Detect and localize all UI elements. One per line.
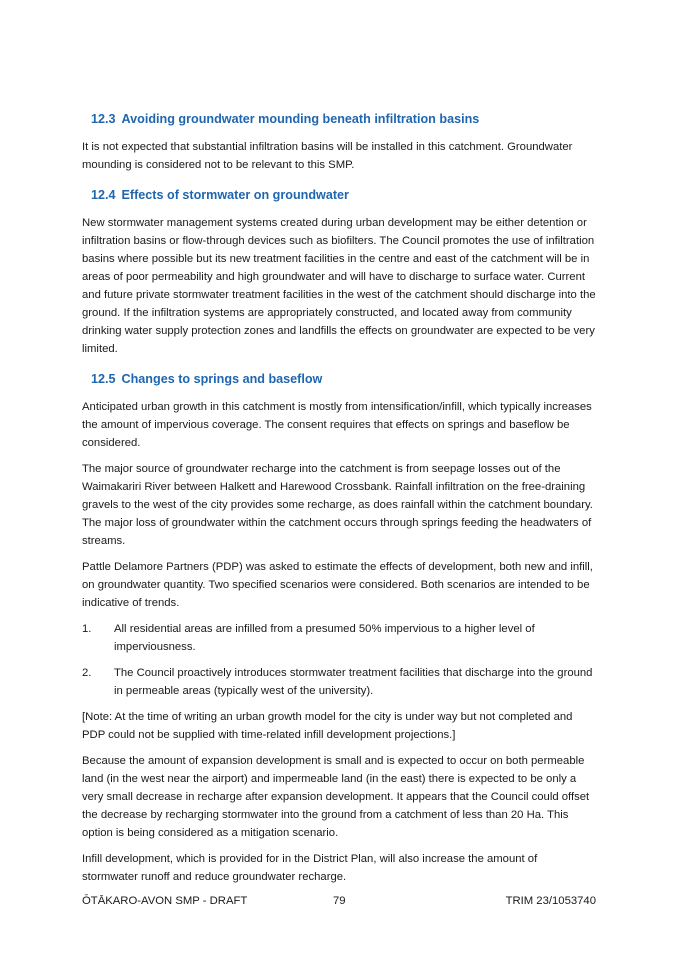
footer-trim-reference: TRIM 23/1053740 xyxy=(505,895,596,907)
section-12-4 xyxy=(82,186,596,358)
section-heading xyxy=(91,110,596,128)
section-12-3 xyxy=(82,110,596,174)
list-marker: 1. xyxy=(82,623,92,635)
section-number: 12.4 xyxy=(91,188,116,202)
footer-page-number: 79 xyxy=(333,895,346,907)
paragraph: Anticipated urban growth in this catchment is mostly from intensification/infill, which typically increases the amount of impervious coverage. The consent requires that effects on springs and baseflow be considered. xyxy=(82,401,592,449)
section-title: Changes to springs and baseflow xyxy=(121,372,323,386)
scenario-list xyxy=(82,620,596,700)
paragraph: New stormwater management systems created during urban development may be either detention or infiltration basins or flow-through devices such as biofilters. The Council promotes the use of infiltration basins where possible but its new treatment facilities in the centre and east of the catchment will be in areas of poor permeability and high groundwater and will have to discharge to surface water. Current and future private stormwater treatment facilities in the west of the catchment should discharge into the ground. If the infiltration systems are appropriately constructed, and located away from community drinking water supply protection zones and landfills the effects on groundwater are expected to be very limited. xyxy=(82,217,596,355)
paragraph: The major source of groundwater recharge into the catchment is from seepage losses out of the Waimakariri River between Halkett and Harewood Crossbank. Rainfall infiltration on the free-draining gravels to the west of the city provides some recharge, as does rainfall within the catchment boundary. The major loss of groundwater within the catchment occurs through springs feeding the headwaters of streams. xyxy=(82,463,593,547)
paragraph: Because the amount of expansion development is small and is expected to occur on both permeable land (in the west near the airport) and impermeable land (in the east) there is expected to be only a very small decrease in recharge after expansion development. It appears that the Council could offset the decrease by recharging stormwater into the ground from a catchment of less than 20 Ha. This option is being considered as a mitigation scenario. xyxy=(82,755,590,839)
page-body xyxy=(82,110,596,894)
list-marker: 2. xyxy=(82,667,92,679)
section-heading xyxy=(91,186,596,204)
paragraph: Infill development, which is provided for in the District Plan, will also increase the amount of stormwater runoff and reduce groundwater recharge. xyxy=(82,853,538,883)
section-title: Effects of stormwater on groundwater xyxy=(121,188,349,202)
section-title: Avoiding groundwater mounding beneath infiltration basins xyxy=(121,112,480,126)
section-12-5 xyxy=(82,370,596,886)
footer-document-title: ŌTĀKARO-AVON SMP - DRAFT xyxy=(82,895,248,907)
paragraph: Pattle Delamore Partners (PDP) was asked to estimate the effects of development, both new and infill, on groundwater quantity. Two specified scenarios were considered. Both scenarios are intended to be indicative of trends. xyxy=(82,561,593,609)
paragraph: It is not expected that substantial infiltration basins will be installed in this catchment. Groundwater mounding is considered not to be relevant to this SMP. xyxy=(82,141,573,171)
list-item-text: All residential areas are infilled from a presumed 50% impervious to a higher level of imperviousness. xyxy=(114,623,535,653)
list-item-text: The Council proactively introduces stormwater treatment facilities that discharge into the ground in permeable areas (typically west of the university). xyxy=(114,667,593,697)
list-item xyxy=(82,664,596,700)
section-number: 12.3 xyxy=(91,112,116,126)
section-number: 12.5 xyxy=(91,372,116,386)
list-item xyxy=(82,620,596,656)
note-paragraph: [Note: At the time of writing an urban growth model for the city is under way but not completed and PDP could not be supplied with time-related infill development projections.] xyxy=(82,711,573,741)
section-heading xyxy=(91,370,596,388)
